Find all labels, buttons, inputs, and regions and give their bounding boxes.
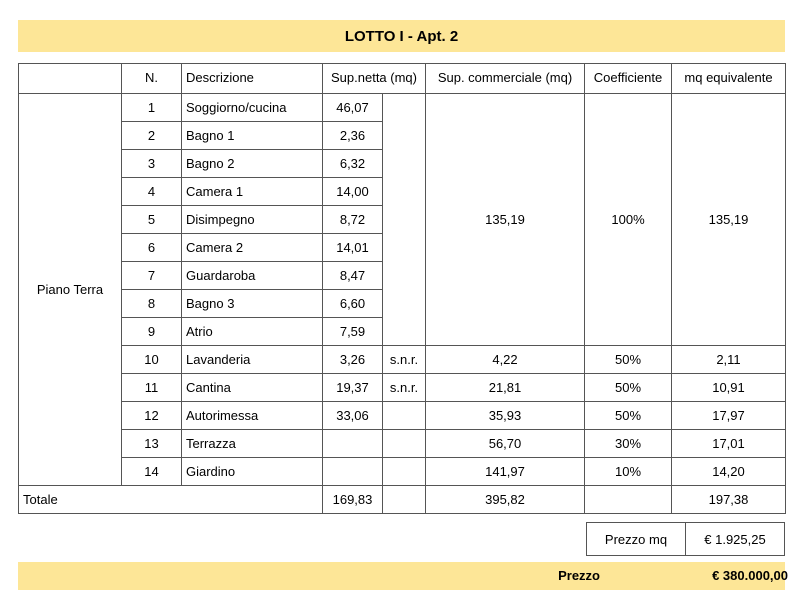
price-per-sqm-table (586, 522, 785, 556)
row-number: 8 (122, 290, 182, 318)
row-equivalent: 17,97 (672, 402, 786, 430)
total-equivalent: 197,38 (672, 486, 786, 514)
header-net-surface: Sup.netta (mq) (323, 64, 426, 94)
row-note-group (383, 94, 426, 346)
row-net-surface: 14,00 (323, 178, 383, 206)
header-description: Descrizione (182, 64, 323, 94)
row-description: Bagno 1 (182, 122, 323, 150)
row-equivalent: 14,20 (672, 458, 786, 486)
floor-label: Piano Terra (19, 94, 122, 486)
row-number: 9 (122, 318, 182, 346)
table-row (19, 374, 786, 402)
row-net-surface: 8,47 (323, 262, 383, 290)
row-description: Giardino (182, 458, 323, 486)
row-description: Guardaroba (182, 262, 323, 290)
total-commercial-surface: 395,82 (426, 486, 585, 514)
title-banner (18, 20, 785, 52)
group-coefficient: 100% (585, 94, 672, 346)
row-number: 12 (122, 402, 182, 430)
row-commercial-surface: 141,97 (426, 458, 585, 486)
row-description: Disimpegno (182, 206, 323, 234)
price-per-sqm-value: € 1.925,25 (686, 523, 785, 556)
total-note (383, 486, 426, 514)
header-commercial-surface: Sup. commerciale (mq) (426, 64, 585, 94)
page-title: LOTTO I - Apt. 2 (344, 28, 459, 45)
row-net-surface: 3,26 (323, 346, 383, 374)
row-equivalent: 17,01 (672, 430, 786, 458)
row-note: s.n.r. (383, 374, 426, 402)
row-number: 11 (122, 374, 182, 402)
row-net-surface: 46,07 (323, 94, 383, 122)
price-value: € 380.000,00 (712, 568, 788, 583)
group-commercial-surface: 135,19 (426, 94, 585, 346)
total-row (19, 486, 786, 514)
row-net-surface: 6,60 (323, 290, 383, 318)
table-row (19, 346, 786, 374)
header-empty (19, 64, 122, 94)
table-row (19, 94, 786, 122)
table-row (19, 458, 786, 486)
row-note (383, 430, 426, 458)
row-description: Autorimessa (182, 402, 323, 430)
header-number: N. (122, 64, 182, 94)
row-note: s.n.r. (383, 346, 426, 374)
row-description: Bagno 2 (182, 150, 323, 178)
row-coefficient: 50% (585, 402, 672, 430)
row-net-surface (323, 430, 383, 458)
row-coefficient: 10% (585, 458, 672, 486)
surface-table (18, 63, 786, 514)
row-coefficient: 50% (585, 374, 672, 402)
row-net-surface (323, 458, 383, 486)
row-description: Bagno 3 (182, 290, 323, 318)
row-number: 2 (122, 122, 182, 150)
row-coefficient: 30% (585, 430, 672, 458)
row-coefficient: 50% (585, 346, 672, 374)
row-number: 5 (122, 206, 182, 234)
price-banner (18, 562, 788, 590)
group-equivalent: 135,19 (672, 94, 786, 346)
table-header-row (19, 64, 786, 94)
row-net-surface: 14,01 (323, 234, 383, 262)
row-description: Lavanderia (182, 346, 323, 374)
row-net-surface: 7,59 (323, 318, 383, 346)
row-commercial-surface: 4,22 (426, 346, 585, 374)
row-description: Atrio (182, 318, 323, 346)
row-net-surface: 2,36 (323, 122, 383, 150)
row-equivalent: 2,11 (672, 346, 786, 374)
row-note (383, 458, 426, 486)
row-number: 7 (122, 262, 182, 290)
row-number: 13 (122, 430, 182, 458)
row-commercial-surface: 21,81 (426, 374, 585, 402)
row-commercial-surface: 35,93 (426, 402, 585, 430)
table-row (19, 402, 786, 430)
row-number: 6 (122, 234, 182, 262)
row-number: 14 (122, 458, 182, 486)
header-equivalent: mq equivalente (672, 64, 786, 94)
row-description: Cantina (182, 374, 323, 402)
total-label: Totale (19, 486, 323, 514)
row-note (383, 402, 426, 430)
row-commercial-surface: 56,70 (426, 430, 585, 458)
price-per-sqm-label: Prezzo mq (587, 523, 686, 556)
header-coefficient: Coefficiente (585, 64, 672, 94)
row-description: Soggiorno/cucina (182, 94, 323, 122)
row-number: 4 (122, 178, 182, 206)
row-net-surface: 33,06 (323, 402, 383, 430)
row-number: 10 (122, 346, 182, 374)
row-description: Camera 1 (182, 178, 323, 206)
row-net-surface: 19,37 (323, 374, 383, 402)
row-net-surface: 6,32 (323, 150, 383, 178)
total-net-surface: 169,83 (323, 486, 383, 514)
table-row (19, 430, 786, 458)
row-description: Camera 2 (182, 234, 323, 262)
row-number: 1 (122, 94, 182, 122)
row-number: 3 (122, 150, 182, 178)
row-equivalent: 10,91 (672, 374, 786, 402)
row-net-surface: 8,72 (323, 206, 383, 234)
table-body (19, 64, 786, 514)
row-description: Terrazza (182, 430, 323, 458)
price-label: Prezzo (558, 568, 600, 583)
total-coefficient (585, 486, 672, 514)
